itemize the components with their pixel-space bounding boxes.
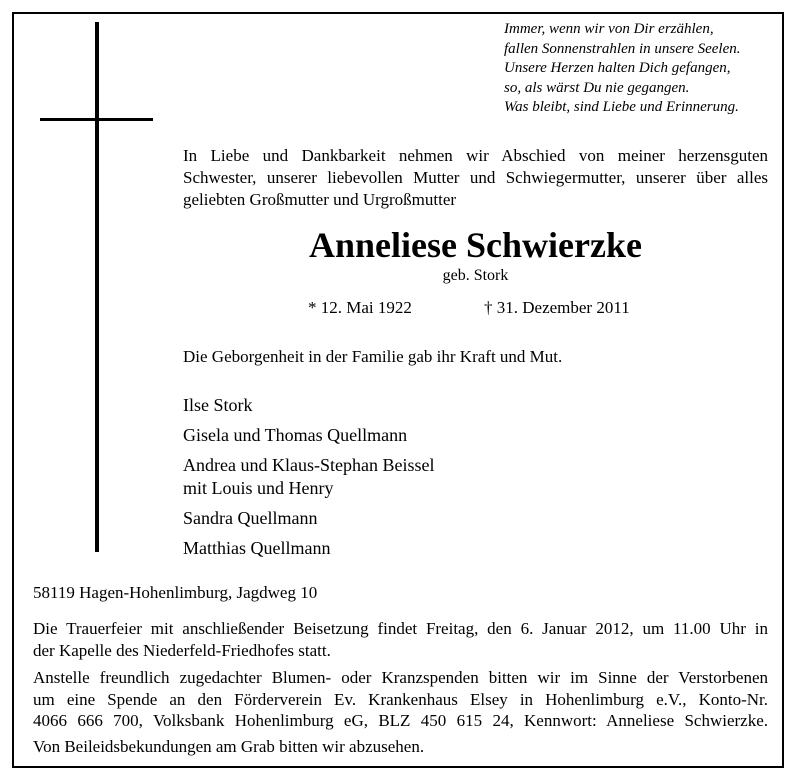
family-member-line: Sandra Quellmann [183,508,318,528]
family-member [183,424,434,447]
poem-line: Unsere Herzen halten Dich gefangen, [504,60,731,76]
condolence-line: Von Beileidsbekundungen am Grab bitten wir abzusehen. [33,737,425,756]
motto: Die Geborgenheit in der Familie gab ihr Kraft und Mut. [183,347,563,366]
family-member [183,394,434,417]
family-member-line: Andrea und Klaus-Stephan Beissel [183,455,435,475]
family-member [183,537,434,560]
funeral-info [33,618,768,661]
intro-line: Schwester, unserer liebevollen Mutter und Schwiegermutter, unserer über alles [183,168,768,187]
donation-line: 4066 666 700, Volksbank Hohenlimburg eG, BLZ 450 615 24, Kennwort: Anneliese Schwierzke. [33,711,768,730]
condolence-note [33,736,768,758]
donation-info [33,667,768,732]
poem-line: fallen Sonnenstrahlen in unsere Seelen. [504,40,741,57]
poem [504,20,784,118]
intro-text [183,145,768,211]
donation-line: Anstelle freundlich zugedachter Blumen- oder Kranzspenden bitten wir im Sinne der Verstorbenen [33,668,768,687]
poem-line: Was bleibt, sind Liebe und Erinnerung. [504,99,739,115]
funeral-line: Die Trauerfeier mit anschließender Beisetzung findet Freitag, den 6. Januar 2012, um 11.00 Uhr in [33,619,768,638]
intro-line: geliebten Großmutter und Urgroßmutter [183,190,457,209]
funeral-line: der Kapelle des Niederfeld-Friedhofes statt. [33,640,331,660]
family-member [183,454,434,500]
family-member-line: Gisela und Thomas Quellmann [183,425,408,445]
cross-icon-horizontal [40,118,153,121]
family-member [183,507,434,530]
family-member-line: Matthias Quellmann [183,538,331,558]
intro-line: In Liebe und Dankbarkeit nehmen wir Abschied von meiner herzensguten [183,146,768,165]
donation-line: um eine Spende an den Förderverein Ev. Krankenhaus Elsey in Hohenlimburg e.V., Konto-Nr. [33,689,768,709]
poem-line: so, als wärst Du nie gegangen. [504,79,690,96]
birth-date: * 12. Mai 1922 [308,298,412,317]
maiden-name: geb. Stork [442,267,509,284]
family-member-line: mit Louis und Henry [183,478,334,498]
death-date: † 31. Dezember 2011 [484,298,630,317]
deceased-name: Anneliese Schwierzke [309,225,642,265]
cross-icon-vertical [95,22,99,552]
poem-line: Immer, wenn wir von Dir erzählen, [504,21,714,37]
family-member-line: Ilse Stork [183,395,253,415]
address: 58119 Hagen-Hohenlimburg, Jagdweg 10 [33,583,318,602]
family-list [183,394,434,567]
